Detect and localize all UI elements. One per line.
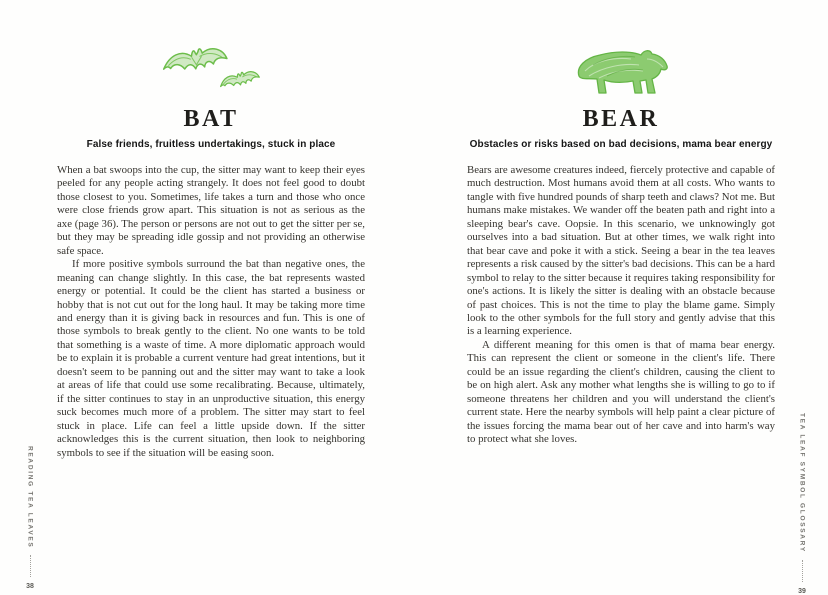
- page-number-right: 39: [798, 587, 806, 595]
- bear-illustration: [467, 43, 775, 105]
- paragraph: Bears are awesome creatures indeed, fiercely protective and capable of much destruction. Most humans avoid them at all costs. Who wants to tangle with five hundred pounds of sharp teeth and claws? Not me. But humans make mistakes. We wander off the beaten path and right into a sleeping bear's cave. Oopsie. In this scenario, we unknowingly got ourselves into a bad situation. But at other times, we walk right into that bear cave and poke it with a stick. Seeing a bear in the tea leaves represents a risk caused by the sitter's bad decisions. This can be a hard symbol to relay to the sitter because it requires taking responsibility for one's actions. It is likely the sitter is dealing with an obstacle because of past choices. This is not the time to play the blame game. Simply look to the other symbols for the full story and gently advise that this is a learning experience.: [467, 164, 775, 338]
- paragraph: When a bat swoops into the cup, the sitter may want to keep their eyes peeled for any people acting strangely. It does not feel good to doubt those closest to you. Sometimes, life takes a turn and those who once were close friends grow apart. This situation is not as serious as the axe (page 36). The person or persons are not out to get the sitter per se, but they may be spreading idle gossip and not providing an otherwise safe space.: [57, 164, 365, 257]
- left-margin-strip: [21, 446, 39, 590]
- symbol-title-bat: BAT: [183, 106, 239, 132]
- page-left: [0, 0, 414, 594]
- symbol-title-bear: BEAR: [582, 106, 660, 132]
- right-text-column: [467, 0, 775, 447]
- paragraph: A different meaning for this omen is that of mama bear energy. This can represent the client or someone in the client's life. There could be an issue regarding the client's children, causing the client to be on high alert. Ask any mother what lengths she is willing to go to if someone threatens her children and you will understand the client's current state. Here the nearby symbols will help paint a clear picture of the issues forcing the mama bear out of her cave and into harm's way to protect what she loves.: [467, 338, 775, 446]
- dotted-rule: [802, 560, 803, 582]
- left-text-column: [57, 0, 365, 460]
- right-margin-strip: [793, 413, 811, 595]
- bear-icon: [573, 45, 669, 103]
- bat-illustration: [57, 43, 365, 105]
- dotted-rule: [30, 555, 31, 577]
- body-text-bear: [467, 164, 775, 447]
- margin-label-right: TEA LEAF SYMBOL GLOSSARY: [798, 413, 806, 553]
- bat-icon: [152, 43, 270, 105]
- page-number-left: 38: [26, 583, 34, 591]
- symbol-subtitle-bat: False friends, fruitless undertakings, stuck in place: [86, 139, 336, 150]
- body-text-bat: [57, 164, 365, 460]
- paragraph: If more positive symbols surround the bat than negative ones, the meaning can change slightly. In this case, the bat represents wasted energy or potential. It could be the client has started a business or hobby that is not cut out for the long haul. It may be taking more time and energy than it is giving back in resources and fun. This is one of those symbols to break gently to the client. No one wants to be told that something is a waste of time. A more diplomatic approach would be to explain it is probable a current venture had great intentions, but it doesn't seem to be panning out and the sitter may want to take a look at areas of life that could use some recalibrating. Because, ultimately, if the sitter continues to stay in an unproductive situation, this energy suck becomes much more of a problem. The sitter may start to feel stuck in place. Life can feel a little upside down. If the sitter acknowledges this is the current situation, then look to neighboring symbols to see if the situation will be easing soon.: [57, 258, 365, 459]
- margin-label-left: READING TEA LEAVES: [26, 446, 34, 549]
- page-right: [414, 0, 828, 594]
- symbol-subtitle-bear: Obstacles or risks based on bad decisions, mama bear energy: [469, 139, 773, 150]
